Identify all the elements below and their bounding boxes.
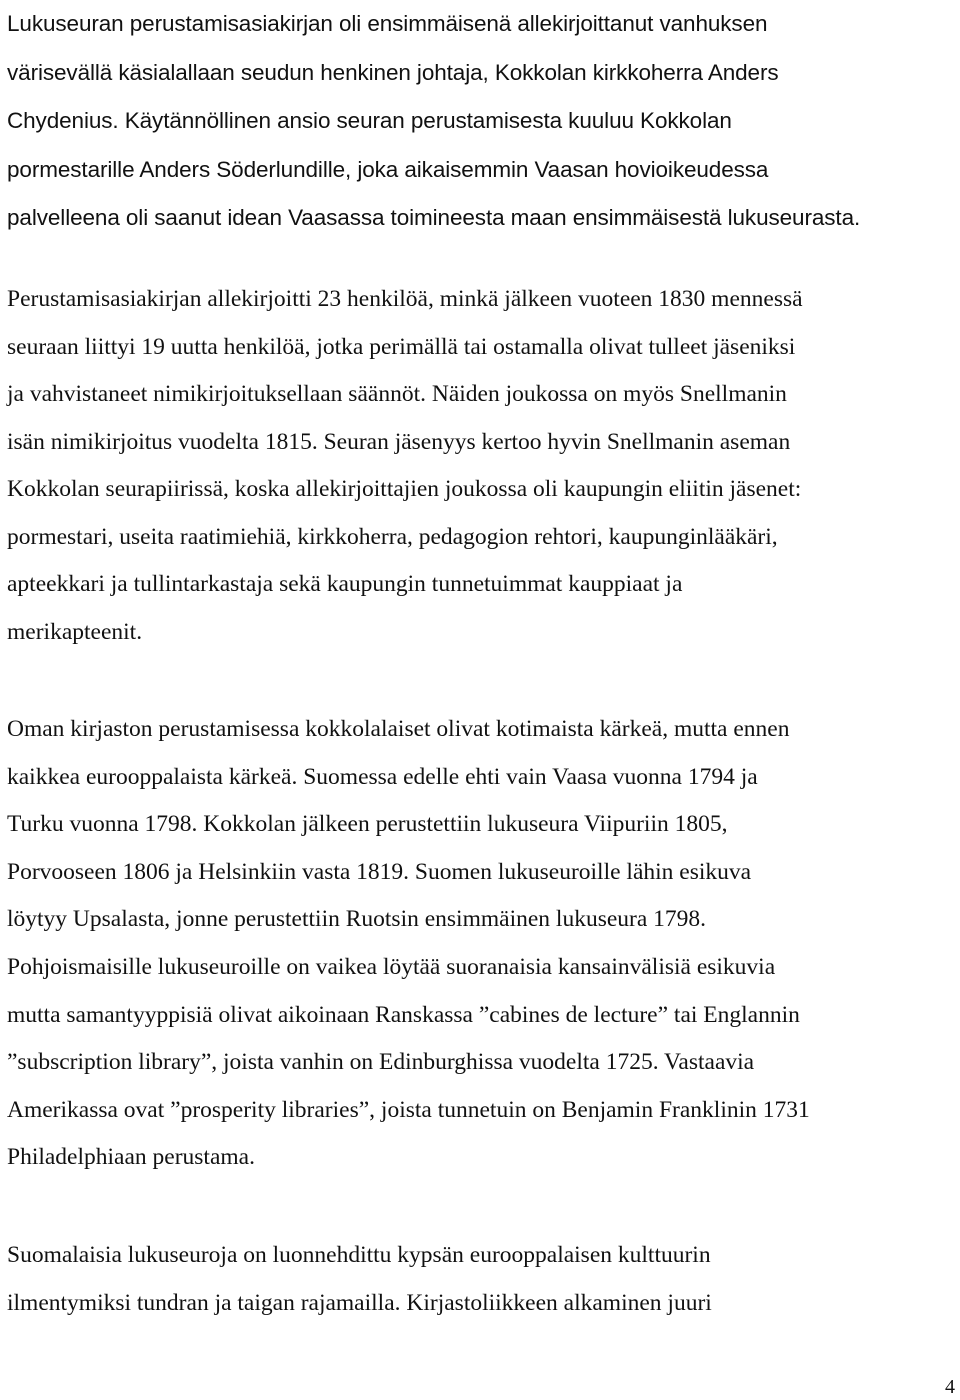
text-line: Perustamisasiakirjan allekirjoitti 23 henkilöä, minkä jälkeen vuoteen 1830 mennessä: [7, 286, 803, 312]
text-line: löytyy Upsalasta, jonne perustettiin Ruotsin ensimmäinen lukuseura 1798.: [7, 906, 707, 933]
text-line: kaikkea eurooppalaista kärkeä. Suomessa edelle ehti vain Vaasa vuonna 1794 ja: [7, 763, 758, 790]
text-line: isän nimikirjoitus vuodelta 1815. Seuran jäsenyys kertoo hyvin Snellmanin aseman: [7, 428, 791, 455]
text-line: Lukuseuran perustamisasiakirjan oli ensimmäisenä allekirjoittanut vanhuksen: [7, 11, 768, 36]
text-line: Porvooseen 1806 ja Helsinkiin vasta 1819. Suomen lukuseuroille lähin esikuva: [7, 858, 752, 885]
text-line: apteekkari ja tullintarkastaja sekä kaupungin tunnetuimmat kauppiaat ja: [7, 571, 683, 597]
paragraph-2: [7, 276, 803, 656]
text-line: mutta samantyyppisiä olivat aikoinaan Ranskassa ”cabines de lecture” tai Englannin: [7, 1001, 800, 1028]
text-line: Oman kirjaston perustamisessa kokkolalaiset olivat kotimaista kärkeä, mutta ennen: [7, 716, 790, 742]
text-line: pormestarille Anders Söderlundille, joka aikaisemmin Vaasan hovioikeudessa: [7, 156, 769, 182]
page-number: 4: [945, 1376, 955, 1398]
text-line: Turku vuonna 1798. Kokkolan jälkeen perustettiin lukuseura Viipuriin 1805,: [7, 811, 728, 838]
paragraph-3: [7, 706, 810, 1182]
paragraph-4: [7, 1231, 712, 1327]
text-line: Pohjoismaisille lukuseuroille on vaikea löytää suoranaisia kansainvälisiä esikuvia: [7, 953, 776, 980]
text-line: ilmentymiksi tundran ja taigan rajamailla. Kirjastoliikkeen alkaminen juuri: [7, 1290, 712, 1316]
text-line: ”subscription library”, joista vanhin on Edinburghissa vuodelta 1725. Vastaavia: [7, 1049, 755, 1076]
text-line: pormestari, useita raatimiehiä, kirkkoherra, pedagogion rehtori, kaupunginlääkäri,: [7, 523, 778, 550]
text-line: Philadelphiaan perustama.: [7, 1144, 255, 1171]
text-line: värisevällä käsialallaan seudun henkinen johtaja, Kokkolan kirkkoherra Anders: [7, 59, 779, 85]
paragraph-1: [7, 0, 860, 243]
text-line: Chydenius. Käytännöllinen ansio seuran perustamisesta kuuluu Kokkolan: [7, 108, 732, 133]
text-line: Suomalaisia lukuseuroja on luonnehdittu kypsän eurooppalaisen kulttuurin: [7, 1242, 711, 1268]
text-line: Amerikassa ovat ”prosperity libraries”, joista tunnetuin on Benjamin Franklinin 1731: [7, 1096, 810, 1123]
text-line: seuraan liittyi 19 uutta henkilöä, jotka perimällä tai ostamalla olivat tulleet jäseniksi: [7, 333, 796, 360]
text-line: Kokkolan seurapiirissä, koska allekirjoittajien joukossa oli kaupungin eliitin jäsenet:: [7, 476, 802, 502]
text-line: palvelleena oli saanut idean Vaasassa toimineesta maan ensimmäisestä lukuseurasta.: [7, 205, 861, 230]
text-line: ja vahvistaneet nimikirjoituksellaan säännöt. Näiden joukossa on myös Snellmanin: [7, 381, 787, 407]
text-line: merikapteenit.: [7, 618, 143, 645]
